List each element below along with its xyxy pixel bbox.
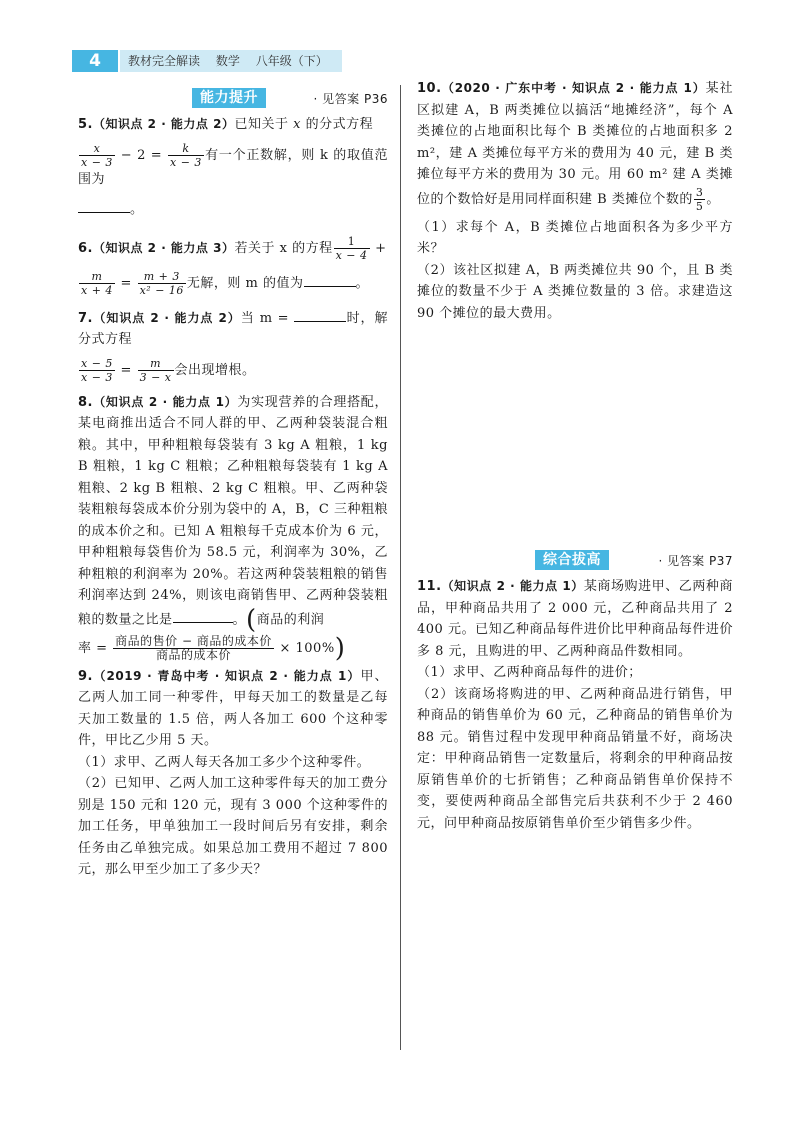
paren-close: ) <box>334 633 346 663</box>
question-number: 9. <box>78 668 93 684</box>
question-tag: （知识点 2 · 能力点 3） <box>92 240 235 255</box>
equals: = <box>115 362 137 378</box>
question-11 <box>417 576 733 834</box>
question-text: 有一个正数解，则 k 的取值范围为 <box>78 147 388 187</box>
paren-open: ( <box>246 604 257 635</box>
question-number: 11. <box>417 579 442 594</box>
question-number: 10. <box>417 81 442 96</box>
note-text: × 100% <box>274 640 335 656</box>
answer-blank[interactable] <box>173 608 233 623</box>
question-text: 的分式方程 <box>300 117 374 132</box>
fraction: $\frac{3}{5}$ <box>695 185 704 213</box>
question-tag: （2019 · 青岛中考 · 知识点 2 · 能力点 1） <box>92 668 361 683</box>
answer-ref: · 见答案 P36 <box>313 92 388 106</box>
punctuation: 。 <box>706 191 720 207</box>
fraction: $\frac{\text{商品的售价 − 商品的成本价}}{\text{商品的成本价}}$ <box>115 633 272 662</box>
answer-ref: · 见答案 P37 <box>658 554 733 568</box>
section-label: 综合拔高 <box>535 550 609 570</box>
question-text: 为实现营养的合理搭配，某电商推出适合不同人群的甲、乙两种袋装混合粗粮。其中，甲种粗粮每袋装有 3 kg A 粗粮，1 kg B 粗粮，1 kg C 粗粮；乙种粗粮每袋装有 1 kg A 粗粮、2 kg B 粗粮、2 kg C 粗粮。甲、乙两种袋装粗粮每袋成本价分别为袋中的 A，B，C 三种粗粮的成本价之和。已知 A 粗粮每千克成本价为 6 元，甲种粗粮每袋售价为 58.5 元，利润率为 30%，乙种粗粮的利润率为 20%。若这两种袋装粗粮的销售利润率达到 24%，则该电商销售甲、乙两种袋装粗粮的数量之比是 <box>78 394 388 627</box>
question-tag: （2020 · 广东中考 · 知识点 2 · 能力点 1） <box>441 81 706 95</box>
question-tag: （知识点 2 · 能力点 2） <box>92 310 241 325</box>
fraction: $\frac{m + 3}{\text{x² − 16}}$ <box>139 269 184 297</box>
question-text: − 2 = <box>115 147 167 163</box>
question-5 <box>78 114 388 221</box>
question-number: 5. <box>78 117 93 132</box>
question-text: 无解，则 m 的值为 <box>186 275 304 291</box>
note-text: 率 = <box>78 640 113 656</box>
question-text: 时，解分式方程 <box>78 310 388 347</box>
question-text: 某社区拟建 A，B 两类摊位以搞活“地摊经济”，每个 A 类摊位的占地面积比每个 B 类摊位的占地面积多 2 m²，建 A 类摊位每平方米的费用为 40 元，建 B 类摊位每平方米的费用为 30 元。用 60 m² 建 A 类摊位的个数恰好是用同样面积建 B 类摊位个数的 <box>417 81 733 207</box>
variable: x <box>293 117 301 132</box>
fraction: $\frac{k}{x - 3}$ <box>170 141 202 169</box>
subject: 数学 <box>215 54 240 68</box>
question-number: 6. <box>78 240 93 256</box>
sub-question: （1）求每个 A，B 类摊位占地面积各为多少平方米？ <box>417 219 733 256</box>
question-tag: （知识点 2 · 能力点 2） <box>92 117 235 131</box>
grade: 八年级（下） <box>255 54 328 68</box>
punctuation: 。 <box>232 612 247 627</box>
fraction: $\frac{1}{x - 4}$ <box>335 234 368 262</box>
question-text: 若关于 x 的方程 <box>234 240 333 256</box>
punctuation: 。 <box>130 202 144 217</box>
fraction: $\frac{m}{x + 4}$ <box>81 269 113 297</box>
left-column <box>78 86 388 884</box>
right-column <box>417 78 733 327</box>
section-label: 能力提升 <box>192 88 266 108</box>
question-text: 会出现增根。 <box>174 362 256 378</box>
question-text: 甲、乙两人加工同一种零件，甲每天加工的数量是乙每天加工数量的 1.5 倍，两人各加工 600 个这种零件，甲比乙少用 5 天。 <box>78 668 388 748</box>
page-header <box>72 50 342 72</box>
book-title: 教材完全解读 <box>128 54 201 68</box>
sub-question: （1）求甲、乙两人每天各加工多少个这种零件。 <box>78 754 371 770</box>
question-7 <box>78 307 388 384</box>
sub-question: （2）该社区拟建 A，B 两类摊位共 90 个，且 B 类摊位的数量不少于 A 类摊位数量的 3 倍。求建造这 90 个摊位的最大费用。 <box>417 262 733 321</box>
fraction: $\frac{m}{3 - x}$ <box>139 356 172 384</box>
question-8 <box>78 392 388 662</box>
answer-blank[interactable] <box>294 307 346 322</box>
question-text: 某商场购进甲、乙两种商品，甲种商品共用了 2 000 元，乙种商品共用了 2 400 元。已知乙种商品每件进价比甲种商品每件进价多 8 元，且购进的甲、乙两种商品件数相同。 <box>417 579 733 659</box>
question-number: 7. <box>78 310 93 326</box>
punctuation: 。 <box>355 275 370 291</box>
question-text: 当 m = <box>240 310 295 326</box>
answer-blank[interactable] <box>78 198 130 213</box>
right-column-lower <box>417 548 733 837</box>
equals: = <box>115 275 137 291</box>
sub-question: （2）已知甲、乙两人加工这种零件每天的加工费分别是 150 元和 120 元，现有 3 000 个这种零件的加工任务，甲单独加工一段时间后另有安排，剩余任务由乙单独完成。如果总加工费用不超过 7 800 元，那么甲至少加工了多少天？ <box>78 776 388 877</box>
answer-blank[interactable] <box>304 272 356 287</box>
section-ability <box>78 86 388 110</box>
note-text: 商品的利润 <box>256 612 325 627</box>
page-number: 4 <box>72 50 118 72</box>
section-comprehensive <box>417 548 733 572</box>
question-text: + <box>370 240 387 256</box>
question-number: 8. <box>78 394 93 410</box>
sub-question: （2）该商场将购进的甲、乙两种商品进行销售，甲种商品的销售单价为 60 元，乙种商品的销售单价为 88 元。销售过程中发现甲种商品销量不好，商场决定：甲种商品销售一定数量后，将剩余的甲种商品按原销售单价的七折销售；乙种商品销售单价保持不变，要使两种商品全部售完后共获利不少于 2 460 元，问甲种商品按原销售单价至少销售多少件。 <box>417 686 733 831</box>
column-divider <box>400 85 401 1050</box>
question-9 <box>78 666 388 881</box>
question-text: 已知关于 <box>234 117 294 132</box>
sub-question: （1）求甲、乙两种商品每件的进价； <box>417 665 642 680</box>
question-10 <box>417 78 733 324</box>
question-tag: （知识点 2 · 能力点 1） <box>441 579 584 593</box>
question-6 <box>78 235 388 297</box>
fraction: $\frac{x - 5}{x - 3}$ <box>81 356 113 384</box>
fraction: $\frac{x}{x - 3}$ <box>81 141 113 169</box>
book-info <box>120 50 342 72</box>
question-tag: （知识点 2 · 能力点 1） <box>92 394 238 409</box>
